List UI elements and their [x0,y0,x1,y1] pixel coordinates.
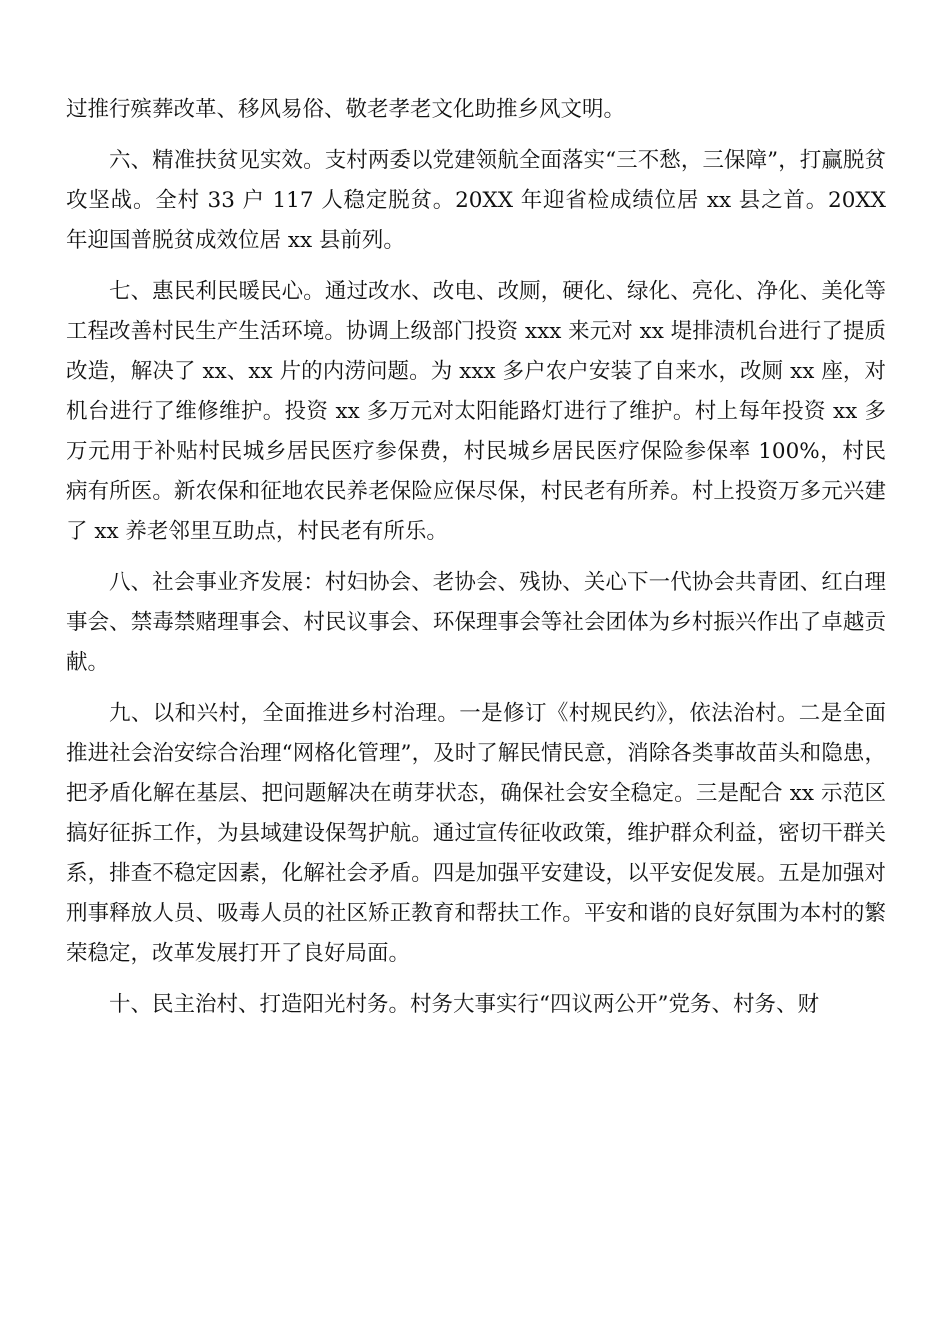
paragraph-section-6: 六、精准扶贫见实效。支村两委以党建领航全面落实“三不愁，三保障”，打赢脱贫攻坚战。全村 33 户 117 人稳定脱贫。20XX 年迎省检成绩位居 xx 县之首。20XX 年迎国普脱贫成效位居 xx 县前列。 [66,148,886,253]
paragraph-section-10: 十、民主治村、打造阳光村务。村务大事实行“四议两公开”党务、村务、财 [109,992,819,1017]
document-page [66,90,886,1036]
paragraph-section-7: 七、惠民利民暖民心。通过改水、改电、改厕，硬化、绿化、亮化、净化、美化等工程改善村民生产生活环境。协调上级部门投资 xxx 来元对 xx 堤排渍机台进行了提质改造，解决了 xx、xx 片的内涝问题。为 xxx 多户农户安装了自来水，改厕 xx 座，对机台进行了维修维护。投资 xx 多万元对太阳能路灯进行了维护。村上每年投资 xx 多万元用于补贴村民城乡居民医疗参保费，村民城乡居民医疗保险参保率 100%，村民病有所医。新农保和征地农民养老保险应保尽保，村民老有所养。村上投资万多元兴建了 xx 养老邻里互助点，村民老有所乐。 [66,279,886,544]
paragraph-section-9: 九、以和兴村，全面推进乡村治理。一是修订《村规民约》，依法治村。二是全面推进社会治安综合治理“网格化管理”，及时了解民情民意，消除各类事故苗头和隐患，把矛盾化解在基层、把问题解决在萌芽状态，确保社会安全稳定。三是配合 xx 示范区搞好征拆工作，为县域建设保驾护航。通过宣传征收政策，维护群众利益，密切干群关系，排查不稳定因素，化解社会矛盾。四是加强平安建设，以平安促发展。五是加强对刑事释放人员、吸毒人员的社区矫正教育和帮扶工作。平安和谐的良好氛围为本村的繁荣稳定，改革发展打开了良好局面。 [66,701,886,966]
paragraph-section-8: 八、社会事业齐发展：村妇协会、老协会、残协、关心下一代协会共青团、红白理事会、禁毒禁赌理事会、村民议事会、环保理事会等社会团体为乡村振兴作出了卓越贡献。 [66,570,886,675]
paragraph-continuation: 过推行殡葬改革、移风易俗、敬老孝老文化助推乡风文明。 [66,97,626,122]
